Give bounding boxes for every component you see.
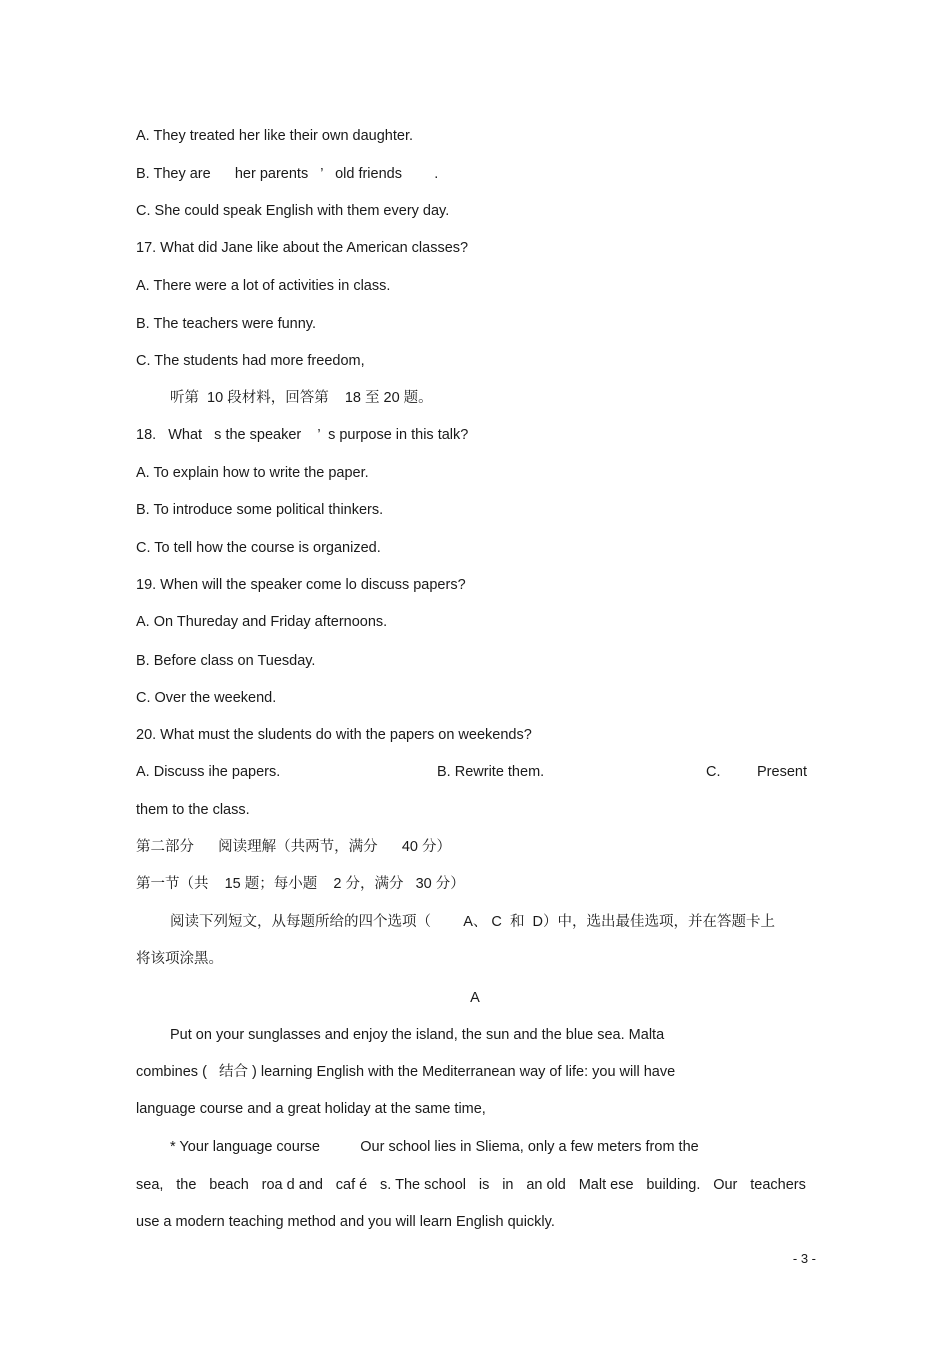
word: an old [526, 1177, 566, 1193]
section-heading-part1: 第一节（共 15 题；每小题 2 分，满分 30 分） [136, 876, 465, 892]
passage-title: A [470, 990, 480, 1006]
question-18: 18. What s the speaker ’ s purpose in this talk? [136, 427, 469, 443]
option-20c-text: Present [757, 764, 807, 780]
option-20c-cont: them to the class. [136, 802, 250, 818]
option-19b: B. Before class on Tuesday. [136, 653, 316, 669]
option-20b: B. Rewrite them. [437, 764, 545, 780]
listening-instruction: 听第 10 段材料，回答第 18 至 20 题。 [170, 390, 433, 406]
passage-line-3: language course and a great holiday at the same time, [136, 1101, 486, 1117]
page-number: - 3 - [792, 1251, 816, 1266]
passage-line-5 [136, 1176, 806, 1194]
question-19: 19. When will the speaker come lo discuss papers? [136, 577, 466, 593]
word: is [478, 1177, 490, 1193]
passage-line-2: combines ( 结合 ) learning English with the Mediterranean way of life: you will have [136, 1064, 676, 1080]
question-20: 20. What must the sludents do with the papers on weekends? [136, 727, 532, 743]
option-19c: C. Over the weekend. [136, 690, 277, 706]
word: building. [646, 1177, 701, 1193]
word: Our [713, 1177, 738, 1193]
passage-line-4: * Your language course Our school lies in Sliema, only a few meters from the [170, 1139, 699, 1155]
word: Malt ese [578, 1177, 634, 1193]
option-17a: A. There were a lot of activities in class. [136, 278, 391, 294]
option-19a: A. On Thureday and Friday afternoons. [136, 614, 388, 630]
word: sea, [136, 1177, 164, 1193]
word: roa d and [261, 1177, 323, 1193]
option-18c: C. To tell how the course is organized. [136, 540, 381, 556]
option-20a: A. Discuss ihe papers. [136, 764, 281, 780]
word: caf é [335, 1177, 368, 1193]
passage-line-6: use a modern teaching method and you will learn English quickly. [136, 1214, 555, 1230]
option-20c-label: C. [706, 764, 721, 780]
option-18a: A. To explain how to write the paper. [136, 465, 369, 481]
word: the [176, 1177, 197, 1193]
word: teachers [750, 1177, 806, 1193]
option-17b: B. The teachers were funny. [136, 316, 317, 332]
section-heading-part2: 第二部分 阅读理解（共两节，满分 40 分） [136, 839, 451, 855]
option-16c: C. She could speak English with them every day. [136, 203, 450, 219]
passage-line-1: Put on your sunglasses and enjoy the island, the sun and the blue sea. Malta [170, 1027, 665, 1043]
word: beach [209, 1177, 249, 1193]
reading-instruction-cont: 将该项涂黑。 [136, 951, 223, 967]
option-16a: A. They treated her like their own daughter. [136, 128, 414, 144]
word: in [502, 1177, 514, 1193]
option-16b: B. They are her parents ’ old friends . [136, 166, 439, 182]
word: s. The school [380, 1177, 467, 1193]
option-17c: C. The students had more freedom, [136, 353, 365, 369]
question-17: 17. What did Jane like about the American classes? [136, 240, 469, 256]
reading-instruction: 阅读下列短文，从每题所给的四个选项（ A、 C 和 D）中，选出最佳选项，并在答题卡上 [170, 914, 775, 930]
option-18b: B. To introduce some political thinkers. [136, 502, 384, 518]
